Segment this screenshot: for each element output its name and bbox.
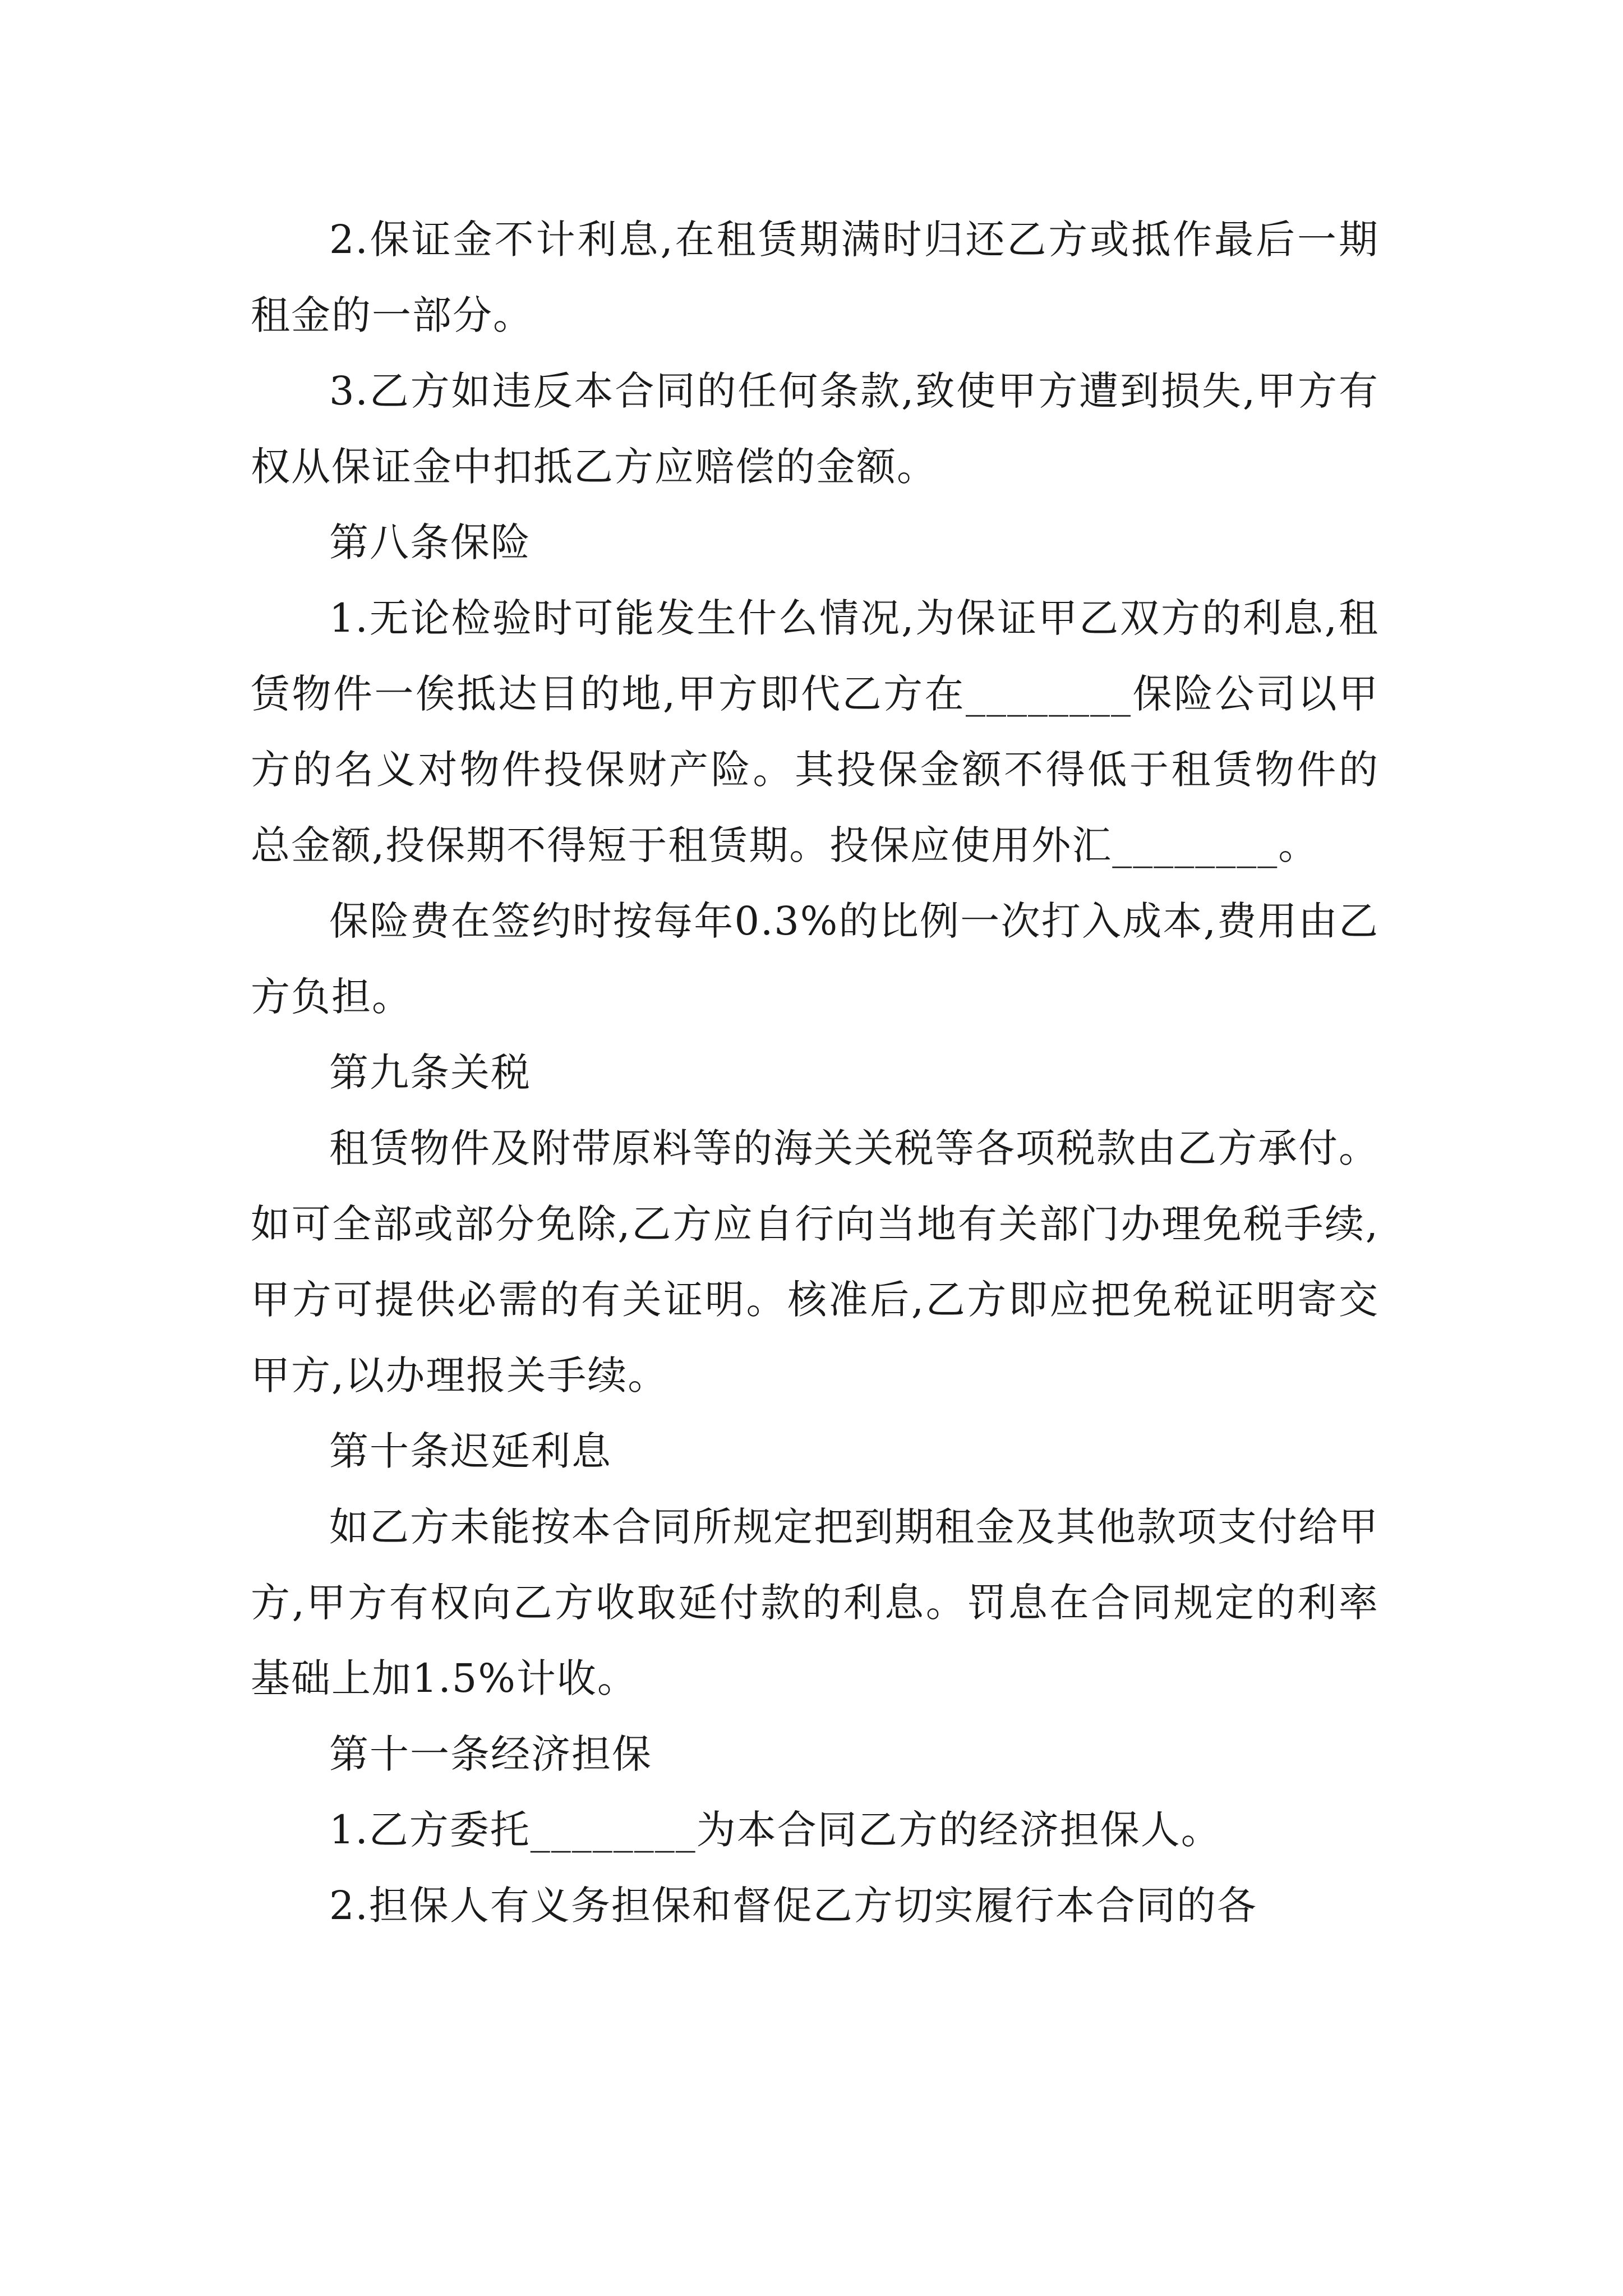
section-heading-guarantee: 第十一条经济担保 (329, 1731, 652, 1777)
paragraph-insurance-coverage: 1.无论检验时可能发生什么情况,为保证甲乙双方的利息,租赁物件一俟抵达目的地,甲方即代乙方在________保险公司以甲方的名义对物件投保财产险。其投保金额不得低于租赁物件的总金额,投保期不得短于租赁期。投保应使用外汇________。 (251, 595, 1379, 868)
paragraph-guarantor-duty: 2.担保人有义务担保和督促乙方切实履行本合同的各 (329, 1883, 1257, 1929)
paragraph-customs-duties: 租赁物件及附带原料等的海关关税等各项税款由乙方承付。如可全部或部分免除,乙方应自行向当地有关部门办理免税手续,甲方可提供必需的有关证明。核准后,乙方即应把免税证明寄交甲方,以办理报关手续。 (251, 1125, 1379, 1398)
document-body (251, 202, 1379, 1944)
paragraph-guarantor: 1.乙方委托________为本合同乙方的经济担保人。 (329, 1807, 1221, 1853)
paragraph-deposit-deduction: 3.乙方如违反本合同的任何条款,致使甲方遭到损失,甲方有权从保证金中扣抵乙方应赔偿的金额。 (251, 368, 1379, 490)
section-heading-insurance: 第八条保险 (329, 519, 531, 565)
section-heading-customs: 第九条关税 (329, 1050, 531, 1096)
paragraph-insurance-premium: 保险费在签约时按每年0.3%的比例一次打入成本,费用由乙方负担。 (251, 898, 1379, 1020)
section-heading-late-interest: 第十条迟延利息 (329, 1428, 612, 1474)
paragraph-late-interest: 如乙方未能按本合同所规定把到期租金及其他款项支付给甲方,甲方有权向乙方收取延付款的利息。罚息在合同规定的利率基础上加1.5%计收。 (251, 1504, 1379, 1701)
paragraph-deposit-interest: 2.保证金不计利息,在租赁期满时归还乙方或抵作最后一期租金的一部分。 (251, 217, 1379, 338)
